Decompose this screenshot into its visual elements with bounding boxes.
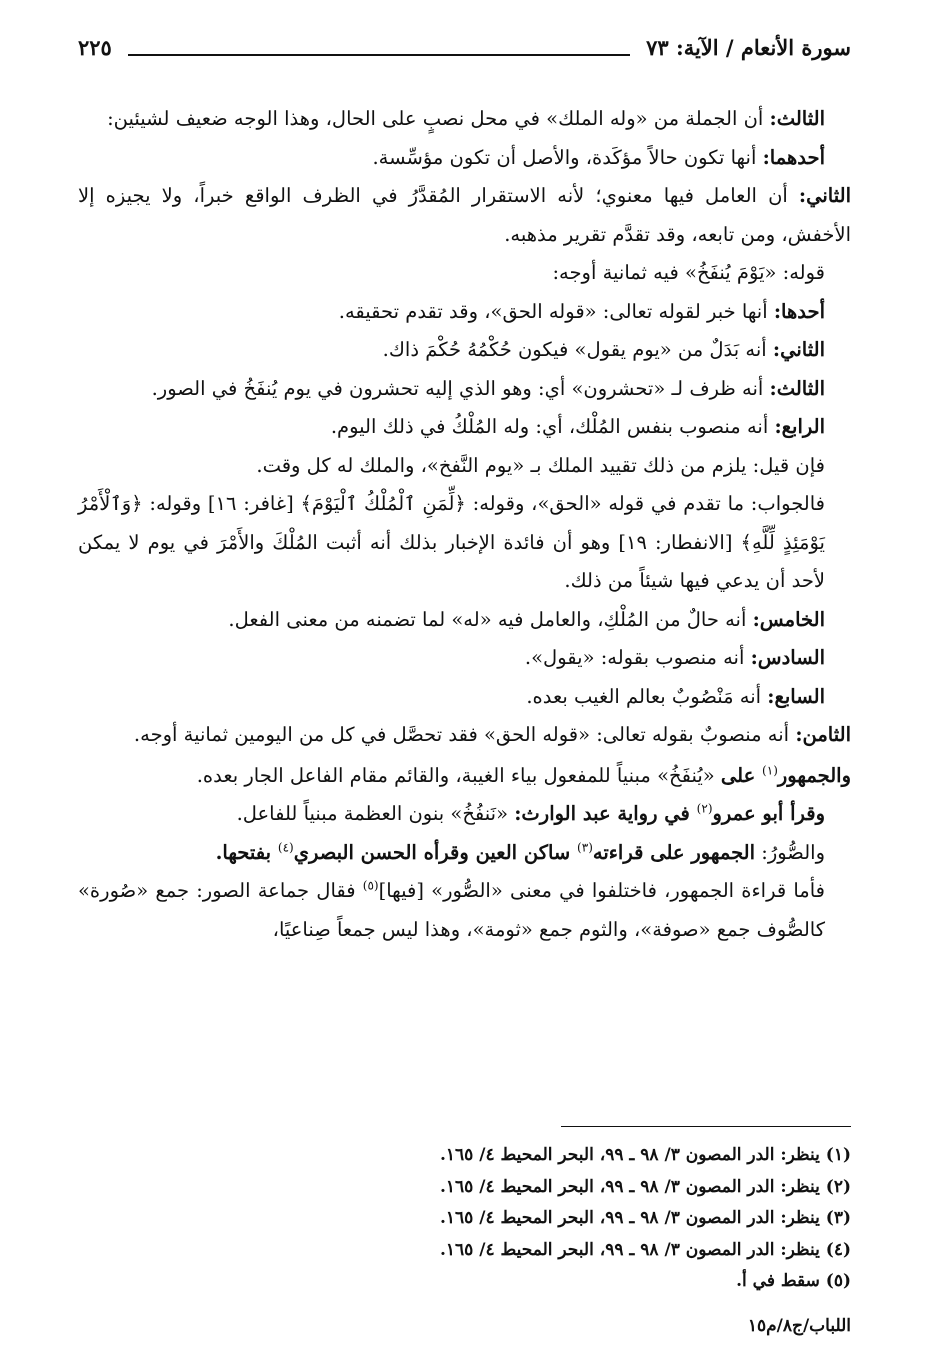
footnote-ref: (٢) — [696, 801, 713, 816]
footnote: (٤) ينظر: الدر المصون ٣/ ٩٨ ـ ٩٩، البحر المحيط ٤/ ١٦٥. — [439, 1239, 851, 1260]
last-text-1: فأما قراءة الجمهور، فاختلفوا في معنى «الصُّور» [فيها] — [378, 879, 825, 902]
jumhur-text: «يُنفَخُ» مبنياً للمفعول بياء الغيبة، والقائم مقام الفاعل الجار بعده. — [196, 763, 721, 787]
paragraph-text: أنه منصوب بنفس المُلْك، أي: وله المُلْكُ في ذلك اليوم. — [330, 415, 775, 438]
paragraph — [78, 485, 851, 601]
header-rule — [128, 54, 630, 56]
sur-text: والصُّورُ: — [755, 840, 825, 864]
paragraph-label: الثالث: — [769, 107, 825, 130]
printer-signature: اللباب/ج٨/م١٥ — [747, 1316, 851, 1336]
paragraph — [78, 293, 851, 332]
paragraph-label: أحدهما: — [762, 145, 825, 169]
paragraph — [78, 447, 851, 486]
paragraph-text: أن العامل فيها معنوي؛ لأنه الاستقرار المُقدَّرُ في الظرف الواقع خبراً، ولا يجيزه إلا الأخفش، ومن تابعه، وقد تقدَّم تقرير مذهبه. — [78, 184, 851, 246]
paragraph — [78, 254, 851, 293]
footnotes — [78, 1140, 851, 1298]
paragraph-label: الثاني: — [798, 184, 851, 207]
paragraph — [78, 716, 851, 755]
sur-paragraph — [78, 834, 851, 873]
footnote: (٣) ينظر: الدر المصون ٣/ ٩٨ ـ ٩٩، البحر المحيط ٤/ ١٦٥. — [439, 1208, 851, 1228]
footnote-ref: (٥) — [362, 878, 379, 893]
jumhur-bold: على — [720, 763, 763, 787]
main-text — [78, 100, 851, 949]
paragraph-label: الثاني: — [772, 338, 825, 361]
paragraph-label: الثالث: — [769, 376, 825, 400]
paragraph-label: أحدها: — [773, 299, 825, 323]
paragraph — [78, 408, 851, 447]
footnote-separator — [561, 1126, 851, 1127]
footnote: (١) ينظر: الدر المصون ٣/ ٩٨ ـ ٩٩، البحر المحيط ٤/ ١٦٥. — [439, 1145, 851, 1165]
paragraph-text: قوله: «يَوْمَ يُنفَخُ» فيه ثمانية أوجه: — [552, 261, 825, 284]
footnote-ref: (٤) — [277, 840, 294, 854]
page-number: ٢٢٥ — [78, 34, 112, 60]
abu-amr-riwaya: في رواية عبد الوارث: — [514, 802, 697, 825]
last-paragraph — [78, 872, 851, 949]
paragraph — [78, 370, 851, 409]
paragraph-text: أنها خبر لقوله تعالى: «قوله الحق»، وقد تقدم تحقيقه. — [338, 299, 774, 323]
sur-bold-1: الجمهور على قراءته — [592, 840, 756, 864]
paragraph-label: الثامن: — [795, 723, 851, 746]
paragraph-label: السادس: — [750, 646, 825, 669]
paragraph — [78, 177, 851, 254]
footnote-ref: (١) — [762, 763, 778, 777]
footnote: (٢) ينظر: الدر المصون ٣/ ٩٨ ـ ٩٩، البحر المحيط ٤/ ١٦٥. — [439, 1176, 851, 1197]
paragraph-label: الخامس: — [752, 607, 825, 631]
paragraph — [78, 100, 851, 139]
sur-bold-2: ساكن العين وقرأه الحسن البصري — [293, 840, 578, 864]
paragraph-text: أنه حالٌ من المُلْكِ، والعامل فيه «له» لما تضمنه من معنى الفعل. — [228, 607, 753, 631]
paragraph — [78, 139, 851, 178]
abu-amr-paragraph — [78, 795, 851, 834]
paragraph-label: السابع: — [767, 684, 825, 708]
page-header — [78, 30, 851, 64]
footnote-ref: (٣) — [577, 840, 593, 854]
paragraph-text: أنها تكون حالاً مؤكَدة، والأصل أن تكون مؤسِّسة. — [372, 145, 763, 169]
paragraph-label: الرابع: — [774, 415, 825, 438]
paragraph-text: أنه بَدَلٌ من «يوم يقول» فيكون حُكْمُهُ حُكْمَ ذاك. — [382, 338, 773, 361]
last-text-2: فقال جماعة الصور: جمع «صُورة» كالصُّوف جمع «صوفة»، والثوم جمع «ثومة»، وهذا ليس جمعاً صِناعيًا، — [78, 879, 825, 941]
footnote: (٥) سقط في أ. — [736, 1271, 851, 1291]
paragraph — [78, 331, 851, 370]
paragraph-text: أنه منصوب بقوله: «يقول». — [524, 646, 751, 669]
paragraph-text: أنه ظرف لـ «تحشرون» أي: وهو الذي إليه تحشرون في يوم يُنفَخُ في الصور. — [151, 376, 770, 400]
jumhur-paragraph — [78, 757, 851, 796]
surah-title: سورة الأنعام / الآية: ٧٣ — [646, 34, 851, 60]
paragraph — [78, 678, 851, 717]
paragraph-text: أنه منصوبٌ بقوله تعالى: «قوله الحق» فقد تحصَّل في كل من اليومين ثمانية أوجه. — [133, 723, 796, 746]
abu-amr-text: «نَنفُخُ» بنون العظمة مبنياً للفاعل. — [236, 802, 515, 825]
paragraph-text: فالجواب: ما تقدم في قوله «الحق»، وقوله: ﴿لِّمَنِ ٱلْمُلْكُ ٱلْيَوْمَ﴾ [غافر: ١٦] وقوله: ﴿وَٱلْأَمْرُ يَوْمَئِذٍ لِّلَّهِ﴾ [الانفطار: ١٩] وهو أن فائدة الإخبار بذلك أنه أثبت المُلْكَ والأَمْرَ في يوم لا يمكن لأحد أن يدعي فيها شيئاً من ذلك. — [78, 492, 825, 592]
paragraph-text: أنه مَنْصُوبٌ بعالم الغيب بعده. — [526, 684, 768, 708]
sur-bold-3: بفتحها. — [215, 840, 278, 864]
paragraph-text: فإن قيل: يلزم من ذلك تقييد الملك بـ «يوم النَّفخ»، والملك له كل وقت. — [256, 453, 825, 477]
paragraph-text: أن الجملة من «وله الملك» في محل نصبٍ على الحال، وهذا الوجه ضعيف لشيئين: — [107, 107, 770, 130]
jumhur-label: والجمهور — [777, 763, 851, 787]
paragraph — [78, 639, 851, 678]
paragraph — [78, 601, 851, 640]
abu-amr-bold: وقرأ أبو عمرو — [712, 802, 825, 825]
